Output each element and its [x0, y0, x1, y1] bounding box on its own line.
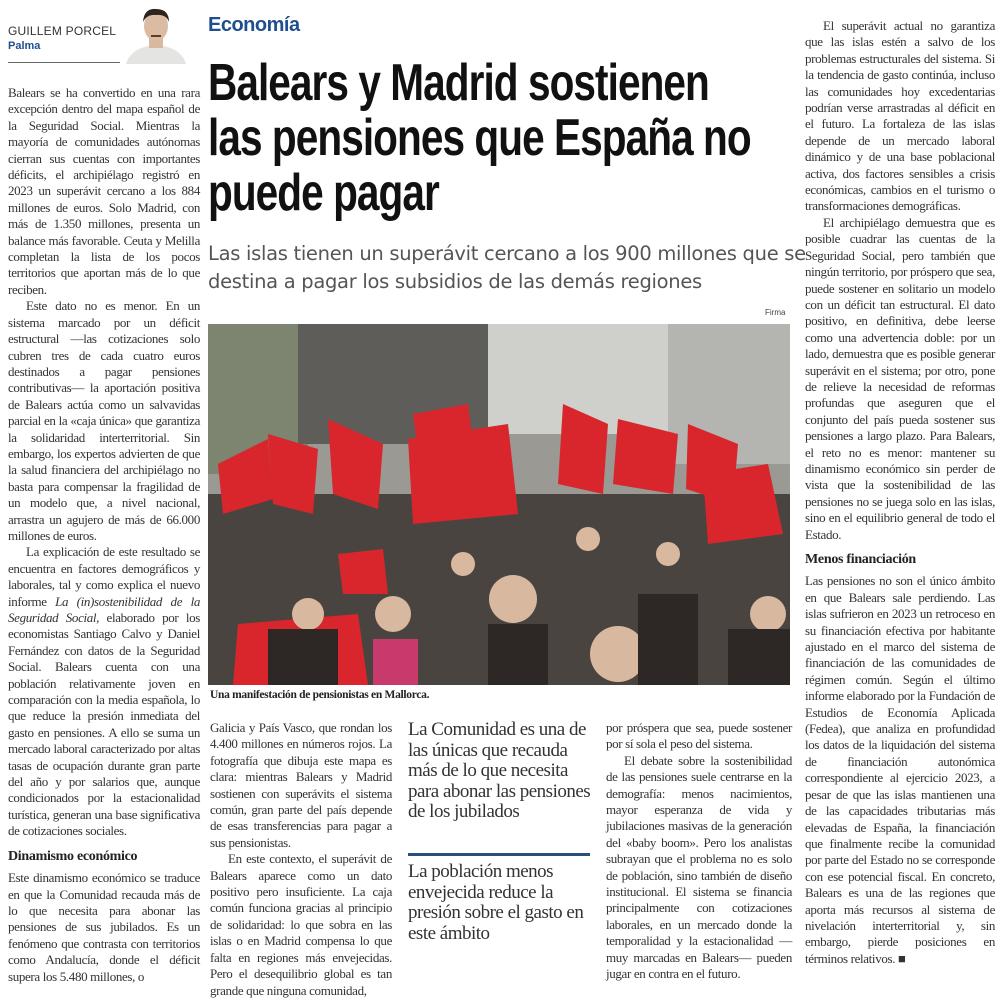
subheading: Menos financiación — [805, 552, 916, 567]
subtitle: Las islas tienen un superávit cercano a los 900 millones que se destina a pagar los subsidios de las demás regiones — [208, 242, 806, 293]
paragraph: Este dato no es menor. En un sistema marcado por un déficit estructural —las cotizaciones solo cubren tres de cada cuatro euros destinados a pagar pensiones contributivas— la aportación positiva de Balears actúa como un salvavidas parcial en la «caja única» que garantiza la solidaridad interterritorial. Sin embargo, los expertos advierten de que la salud financiera del archipiélago no basta para compensar la fragilidad de un modelo que, a nivel nacional, arrastra un agujero de más de 66.000 millones de euros. — [8, 298, 200, 543]
text: Las pensiones no son el único ámbito en que Balears sale perdiendo. Las islas sufrieron en 2023 un retroceso en su financiación efectiva por habitante ajustado en el marco del sistema de financiación de las comunidades de régimen común. Según el último informe elaborado por la Fundación de Estudios de Economía Aplicada (Fedea), que analiza en profundidad los datos de la liquidación del sistema de financiación autonómica correspondiente al ejercicio 2023, a pesar de que las islas mantienen una de las capacidades tributarias más elevadas de España, la financiación que finalmente recibe la comunidad por parte del Estado no se corresponde con ese potencial fiscal. En concreto, Balears es una de las regiones que aporta más recursos al sistema de nivelación interterritorial y, sin embargo, pierde posiciones en términos relativos. — [805, 573, 995, 966]
paragraph: Este dinamismo económico se traduce en que la Comunidad recauda más de lo que necesita para abonar las pensiones de sus jubilados. Es un fenómeno que contrasta con territorios como Andalucía, donde el déficit supera los 5.480 millones, o — [8, 870, 200, 984]
paragraph — [8, 544, 200, 839]
section-label: Economía — [208, 14, 300, 36]
pull-quote-1: La Comunidad es una de las únicas que recauda más de lo que necesita para abonar las pensiones de los jubilados — [408, 719, 591, 822]
article-column-1 — [8, 85, 200, 985]
paragraph: El debate sobre la sostenibilidad de las pensiones suele centrarse en la demografía: menos nacimientos, mayor esperanza de vida y jubilaciones masivas de la generación del «baby boom». Pero los analistas subrayan que el problema no es solo de población, sino también de diseño institucional. El sistema se financia principalmente con cotizaciones laborales, en un mercado donde la temporalidad y la estacionalidad —muy marcadas en Balears— pueden jugar en contra en el futuro. — [606, 752, 792, 982]
text: , elaborado por los economistas Santiago Calvo y Daniel Fernández con datos de la Seguridad Social. Balears cuenta con una población relativamente joven en comparación con la media española, lo que reduce la presión inmediata del gasto en pensiones. A ello se suma un mercado laboral caracterizado por altas tasas de ocupación durante gran parte del año y por salarios que, aunque condicionados por la estacionalidad turística, generan una base significativa de cotizaciones sociales. — [8, 610, 200, 839]
author-photo — [120, 4, 192, 64]
author-city: Palma — [8, 40, 41, 52]
photo-credit: Firma — [765, 308, 786, 317]
article-column-4 — [805, 18, 995, 967]
end-mark-icon: ■ — [898, 950, 906, 966]
pull-quote-divider — [408, 853, 590, 856]
report-title: La (in)sostenibilidad de la Seguridad Social — [8, 593, 200, 625]
article-column-2 — [210, 720, 392, 999]
article-column-3 — [606, 720, 792, 983]
paragraph: En este contexto, el superávit de Balears aparece como un dato positivo pero insuficiente. La caja común funciona gracias al principio de solidaridad: lo que sobra en las islas o en Madrid compensa lo que falta en regiones más envejecidas. Pero el desequilibrio global es tan grande que ninguna comunidad, — [210, 851, 392, 998]
headline: Balears y Madrid sostienen las pensiones que España no puede pagar — [208, 54, 751, 222]
author-name: GUILLEM PORCEL — [8, 24, 117, 38]
text: La explicación de este resultado se encuentra en factores demográficos y laborales, tal y como explica el nuevo informe — [8, 544, 200, 609]
paragraph: El archipiélago demuestra que es posible cuadrar las cuentas de la Seguridad Social, pero también que ningún territorio, por próspero que sea, puede sostener en solitario un modelo con un déficit tan estructural. El dato positivo, en definitiva, debe leerse como una advertencia doble: por un lado, demuestra que es posible generar superávit en el sistema; por otro, pone de relieve la necesidad de reformas profundas que aseguren que el conjunto del país pueda sostener sus pensiones a largo plazo. Para Balears, el reto no es menor: mantener su dinamismo económico sin perder de vista que la sostenibilidad de las pensiones no se juega solo en las islas, sino en el equilibrio general de todo el Estado. — [805, 214, 995, 542]
byline — [8, 24, 116, 52]
paragraph: Balears se ha convertido en una rara excepción dentro del mapa español de la Seguridad Social. Mientras la mayoría de comunidades autónomas cierran sus cuentas con importantes déficits, el archipiélago registró en 2023 un superávit cercano a los 884 millones de euros. Solo Madrid, con más de 1.350 millones, presenta un balance más favorable. Ceuta y Melilla completan la lista de los pocos territorios que aportan más de lo que reciben. — [8, 85, 200, 297]
paragraph: Galicia y País Vasco, que rondan los 4.400 millones en números rojos. La fotografía que dibuja este mapa es clara: mientras Balears y Madrid sostienen con superávits el sistema común, gran parte del país depende de esas transferencias para pagar a sus pensionistas. — [210, 720, 392, 850]
paragraph — [805, 573, 995, 967]
pull-quote-2: La población menos envejecida reduce la presión sobre el gasto en este ámbito — [408, 861, 584, 944]
byline-divider — [8, 62, 120, 63]
protest-photo — [208, 324, 790, 685]
paragraph: El superávit actual no garantiza que las islas estén a salvo de los problemas estructurales del sistema. Si la tendencia de gasto continúa, incluso las comunidades hoy excedentarias podrían verse arrastradas al déficit en el futuro. La fortaleza de las islas depende de un mercado laboral dinámico y de una base poblacional activa, dos factores sensibles a crisis económicas, cambios en el turismo o transformaciones demográficas. — [805, 18, 995, 214]
photo-caption: Una manifestación de pensionistas en Mallorca. — [210, 689, 430, 701]
paragraph: por próspera que sea, puede sostener por sí sola el peso del sistema. — [606, 720, 792, 752]
subheading: Dinamismo económico — [8, 848, 138, 864]
